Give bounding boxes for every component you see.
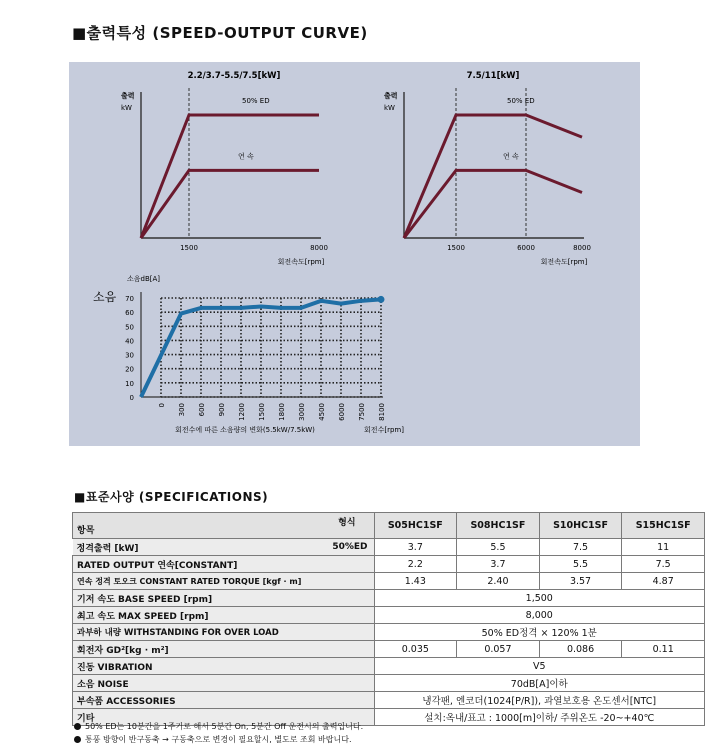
row-sublabel: 50%ED [255, 539, 374, 556]
table-row [73, 675, 705, 692]
series-label: 50% ED [242, 97, 270, 105]
x-tick-label: 8000 [573, 244, 591, 252]
cell: 7.5 [622, 556, 705, 573]
series-label: 50% ED [507, 97, 535, 105]
x-tick-label: 6000 [338, 403, 346, 421]
y-tick-label: 10 [125, 379, 134, 388]
footnote-text: 통풍 방향이 반구동축 → 구동축으로 변경이 필요할시, 별도로 조회 바랍니다. [85, 735, 352, 744]
series-line [141, 115, 319, 238]
cell: 0.11 [622, 641, 705, 658]
series-label: 연 속 [503, 152, 519, 161]
y-axis-label: 출력 [384, 92, 398, 100]
y-tick-label: 60 [125, 309, 134, 318]
header-item-label: 항목 [77, 526, 95, 536]
chart-panel [69, 62, 640, 446]
y-axis-unit: kW [121, 104, 132, 112]
cell: 2.2 [374, 556, 457, 573]
spec-header-row [73, 513, 705, 539]
bullet-icon [74, 723, 81, 730]
x-tick-label: 1800 [278, 403, 286, 421]
x-tick-label: 8000 [310, 244, 328, 252]
row-label: 최고 속도 MAX SPEED [rpm] [73, 607, 375, 624]
cell: 50% ED정격 × 120% 1분 [374, 624, 704, 641]
cell: 1.43 [374, 573, 457, 590]
x-tick-label: 7500 [358, 403, 366, 421]
row-label: 기타 [73, 709, 375, 726]
cell: 0.057 [457, 641, 540, 658]
row-label: 진동 VIBRATION [73, 658, 375, 675]
cell: 3.57 [539, 573, 622, 590]
cell: 0.035 [374, 641, 457, 658]
charts-svg [69, 62, 640, 446]
model-header: S05HC1SF [374, 513, 457, 539]
row-label: RATED OUTPUT 연속[CONSTANT] [73, 556, 375, 573]
cell: 1,500 [374, 590, 704, 607]
cell: 4.87 [622, 573, 705, 590]
cell: 7.5 [539, 539, 622, 556]
series-line [141, 170, 319, 238]
cell: 냉각팬, 엔코더(1024[P/R]), 과열보호용 온도센서[NTC] [374, 692, 704, 709]
x-tick-label: 0 [158, 403, 166, 408]
series-label: 연 속 [238, 152, 254, 161]
row-label: 기저 속도 BASE SPEED [rpm] [73, 590, 375, 607]
row-label: 회전자 GD²[kg · m²] [73, 641, 375, 658]
x-tick-label: 1500 [180, 244, 198, 252]
row-label: 과부하 내량 WITHSTANDING FOR OVER LOAD [73, 624, 375, 641]
chart-title: 7.5/11[kW] [466, 71, 520, 81]
x-tick-label: 8100 [378, 403, 386, 421]
header-type-label: 형식 [338, 518, 356, 528]
row-label: 소음 NOISE [73, 675, 375, 692]
table-row [73, 573, 705, 590]
y-axis-label: 출력 [121, 92, 135, 100]
row-label: 부속품 ACCESSORIES [73, 692, 375, 709]
specifications-title: ■표준사양 (SPECIFICATIONS) [74, 490, 269, 504]
series-end-point [378, 296, 385, 303]
footnote [74, 733, 363, 746]
table-row [73, 539, 705, 556]
chart-title: 2.2/3.7-5.5/7.5[kW] [187, 71, 281, 81]
cell: 2.40 [457, 573, 540, 590]
footnote [74, 720, 363, 733]
table-row [73, 658, 705, 675]
x-tick-label: 600 [198, 403, 206, 417]
y-tick-label: 50 [125, 323, 134, 332]
y-axis-unit: kW [384, 104, 395, 112]
model-header: S08HC1SF [457, 513, 540, 539]
header-diagonal-cell [73, 513, 375, 539]
y-tick-label: 20 [125, 365, 134, 374]
cell: 70dB[A]이하 [374, 675, 704, 692]
series-line [404, 115, 582, 238]
x-axis-label: 회전수에 따른 소음량의 변화(5.5kW/7.5kW) [175, 426, 315, 434]
x-axis-unit: 회전수[rpm] [364, 426, 404, 434]
cell: V5 [374, 658, 704, 675]
cell: 설치:옥내/표고 : 1000[m]이하/ 주위온도 -20~+40℃ [374, 709, 704, 726]
x-tick-label: 300 [178, 403, 186, 417]
table-row [73, 624, 705, 641]
x-tick-label: 6000 [517, 244, 535, 252]
spec-table [72, 512, 705, 726]
model-header: S15HC1SF [622, 513, 705, 539]
cell: 8,000 [374, 607, 704, 624]
footnote-text: 50% ED는 10분간을 1주기로 해서 5분간 On, 5분간 Off 운전시의 출력입니다. [85, 722, 364, 731]
series-line [404, 170, 582, 238]
x-tick-label: 4500 [318, 403, 326, 421]
y-tick-label: 40 [125, 337, 134, 346]
cell: 11 [622, 539, 705, 556]
table-row [73, 641, 705, 658]
x-tick-label: 3000 [298, 403, 306, 421]
cell: 3.7 [374, 539, 457, 556]
footnotes [74, 720, 363, 746]
y-tick-label: 0 [129, 394, 134, 402]
x-tick-label: 1500 [447, 244, 465, 252]
y-tick-label: 70 [125, 295, 134, 303]
x-tick-label: 900 [218, 403, 226, 417]
row-label: 연속 정격 토오크 CONSTANT RATED TORQUE [kgf · m] [73, 573, 375, 590]
x-tick-label: 1500 [258, 403, 266, 421]
row-label: 정격출력 [kW] [73, 539, 256, 556]
cell: 3.7 [457, 556, 540, 573]
table-row [73, 692, 705, 709]
speed-output-title: ■출력특성 (SPEED-OUTPUT CURVE) [72, 24, 368, 42]
cell: 5.5 [457, 539, 540, 556]
y-tick-label: 30 [125, 351, 134, 360]
x-tick-label: 1200 [238, 403, 246, 421]
y-axis-label: 소음 [93, 290, 117, 304]
cell: 0.086 [539, 641, 622, 658]
x-axis-label: 회전속도[rpm] [277, 258, 325, 266]
table-row [73, 590, 705, 607]
table-row [73, 556, 705, 573]
y-axis-unit: 소음dB[A] [127, 275, 161, 283]
model-header: S10HC1SF [539, 513, 622, 539]
table-row [73, 607, 705, 624]
bullet-icon [74, 736, 81, 743]
x-axis-label: 회전속도[rpm] [540, 258, 588, 266]
cell: 5.5 [539, 556, 622, 573]
